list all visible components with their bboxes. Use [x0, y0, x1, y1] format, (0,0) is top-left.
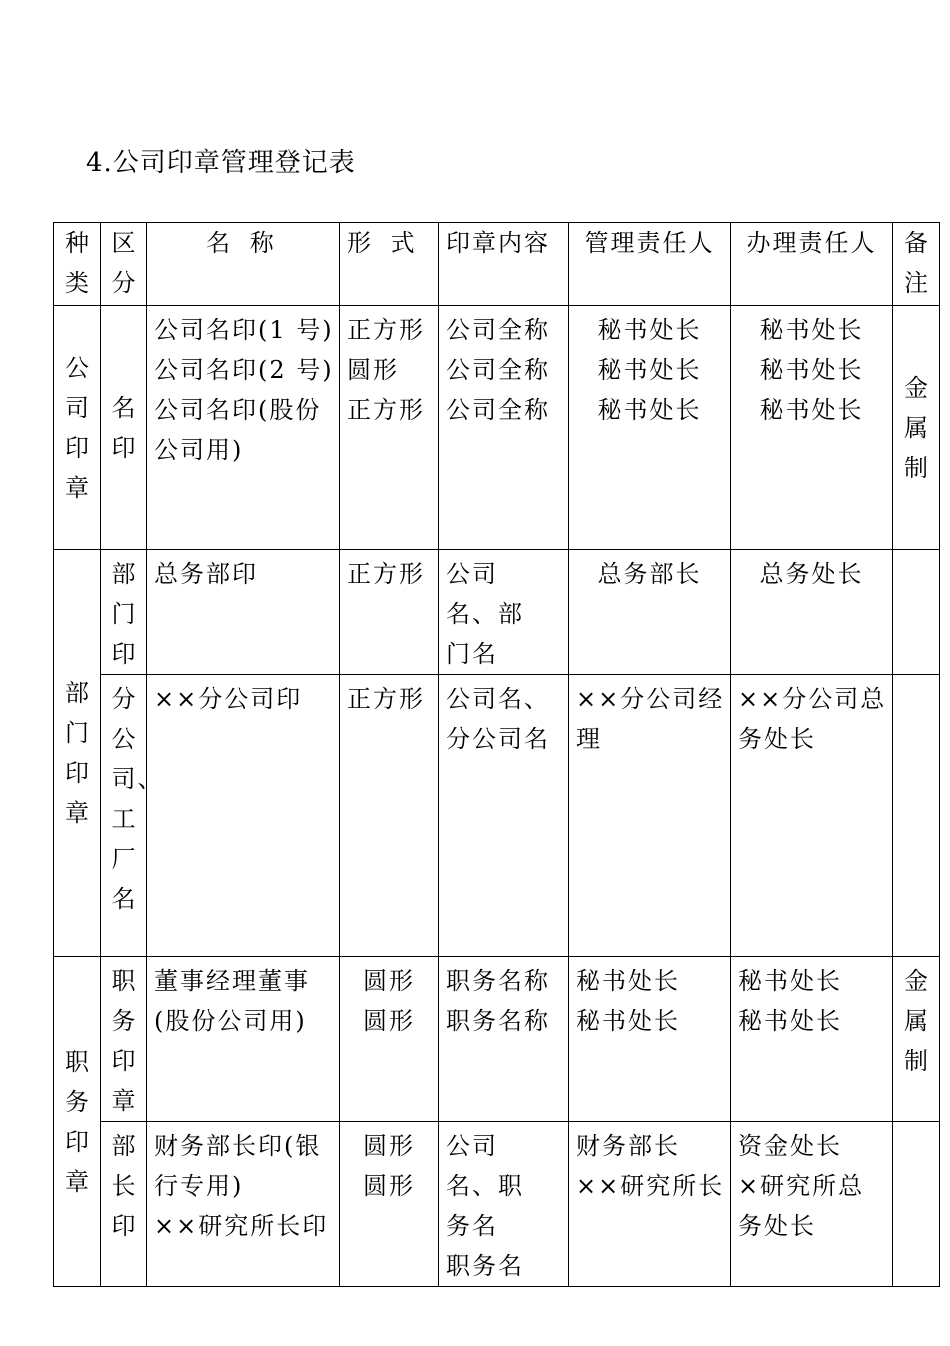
manager-cell: 财务部长 ××研究所长: [569, 1122, 731, 1287]
table-row: [54, 675, 940, 957]
content-cell: 公司全称 公司全称 公司全称: [439, 306, 569, 550]
form-cell: 正方形 圆形 正方形: [340, 306, 439, 550]
group-dept-seal: 部门印章: [54, 550, 101, 957]
form-cell: 圆形 圆形: [340, 1122, 439, 1287]
content-cell: 公司名、职务名 职务名: [439, 1122, 569, 1287]
header-name: 名 称: [147, 223, 340, 306]
handler-cell: 资金处长 ×研究所总务处长: [731, 1122, 893, 1287]
form-cell: 正方形: [340, 550, 439, 675]
name-cell: 总务部印: [147, 550, 340, 675]
division-cell: 部长印: [101, 1122, 147, 1287]
division-cell: 部门印: [101, 550, 147, 675]
header-handler: 办理责任人: [731, 223, 893, 306]
table-row: [54, 957, 940, 1122]
manager-cell: 秘书处长 秘书处长: [569, 957, 731, 1122]
document-title: 4.公司印章管理登记表: [86, 148, 356, 178]
header-form: 形 式: [340, 223, 439, 306]
remark-cell: 金属制: [893, 957, 940, 1122]
manager-cell: 总务部长: [569, 550, 731, 675]
header-content: 印章内容: [439, 223, 569, 306]
manager-cell: ××分公司经理: [569, 675, 731, 957]
name-cell: 公司名印(1 号) 公司名印(2 号) 公司名印(股份公司用): [147, 306, 340, 550]
table-row: [54, 550, 940, 675]
content-cell: 职务名称 职务名称: [439, 957, 569, 1122]
remark-cell: [893, 550, 940, 675]
remark-cell: [893, 675, 940, 957]
form-cell: 正方形: [340, 675, 439, 957]
group-company-seal: 公司印章: [54, 306, 101, 550]
header-row: [54, 223, 940, 306]
name-cell: 董事经理董事(股份公司用): [147, 957, 340, 1122]
header-remark: 备注: [893, 223, 940, 306]
division-cell: 分公司、工厂名: [101, 675, 147, 957]
header-manager: 管理责任人: [569, 223, 731, 306]
content-cell: 公司名、部门名: [439, 550, 569, 675]
handler-cell: 秘书处长 秘书处长: [731, 957, 893, 1122]
handler-cell: ××分公司总务处长: [731, 675, 893, 957]
form-cell: 圆形 圆形: [340, 957, 439, 1122]
header-category: 种类: [54, 223, 101, 306]
group-position-seal: 职务印章: [54, 957, 101, 1287]
handler-cell: 总务处长: [731, 550, 893, 675]
header-division: 区分: [101, 223, 147, 306]
division-cell: 职务印章: [101, 957, 147, 1122]
name-cell: 财务部长印(银行专用) ××研究所长印: [147, 1122, 340, 1287]
remark-cell: 金属制: [893, 306, 940, 550]
name-cell: ××分公司印: [147, 675, 340, 957]
handler-cell: 秘书处长 秘书处长 秘书处长: [731, 306, 893, 550]
remark-cell: [893, 1122, 940, 1287]
table-row: [54, 1122, 940, 1287]
seal-register-table: [53, 222, 940, 1287]
table-row: [54, 306, 940, 550]
content-cell: 公司名、分公司名: [439, 675, 569, 957]
division-cell: 名印: [101, 306, 147, 550]
manager-cell: 秘书处长 秘书处长 秘书处长: [569, 306, 731, 550]
